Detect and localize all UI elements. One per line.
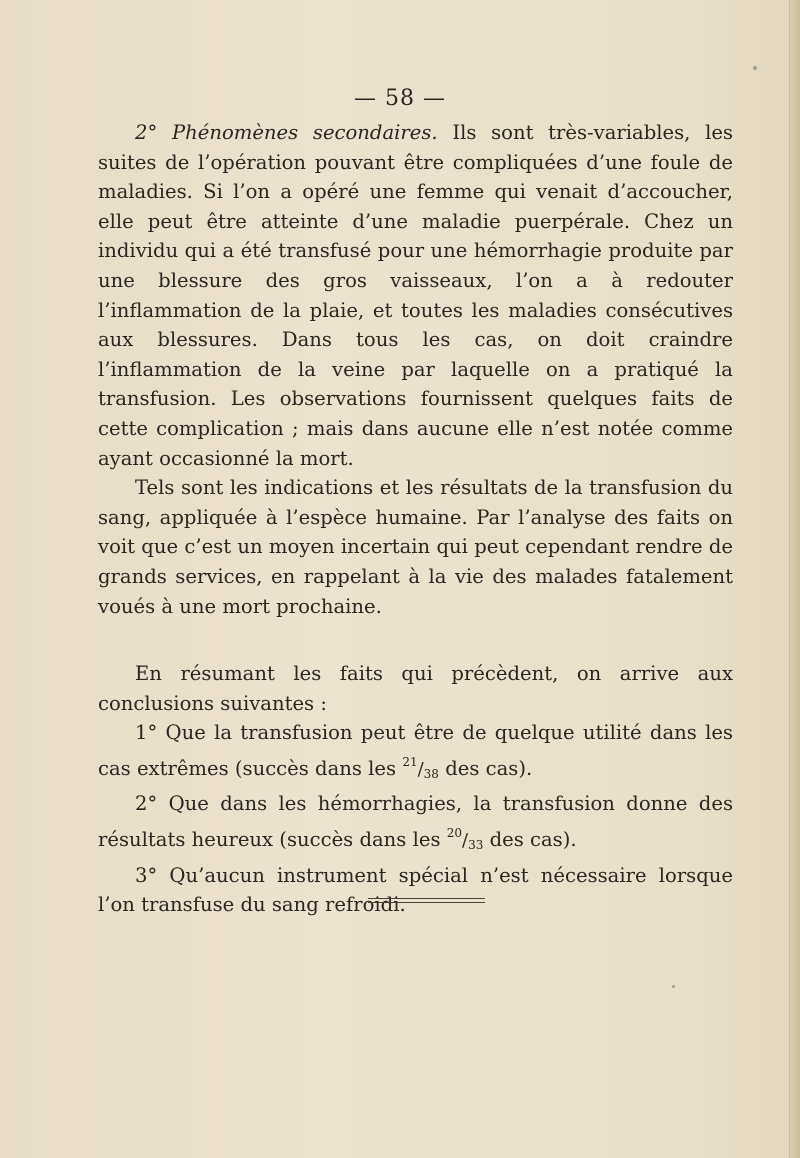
section-label: 2° Phénomènes secondaires. [135, 121, 438, 144]
conclusion-text: 2° Que dans les hémorrhagies, la transfusion donne des résultats heureux (succès dans les [98, 792, 733, 852]
fraction-numerator: 21 [402, 754, 418, 769]
paragraph-phenomenes [98, 118, 733, 473]
conclusion-tail: des cas). [489, 828, 577, 852]
fraction-denominator: 38 [423, 766, 439, 781]
end-rule [368, 898, 485, 903]
paragraph-resume: En résumant les faits qui précèdent, on arrive aux conclusions suivantes : [98, 662, 733, 715]
paper-speck [753, 66, 757, 70]
conclusion-text: 1° Que la transfusion peut être de quelque utilité dans les cas extrêmes (succès dans les [98, 721, 733, 780]
conclusion-2 [98, 789, 733, 860]
page-edge [790, 0, 800, 1158]
fraction-denominator: 33 [468, 838, 484, 853]
conclusion-3: 3° Qu’aucun instrument spécial n’est nécessaire lorsque l’on transfuse du sang refroidi. [98, 863, 733, 917]
paper-speck [672, 985, 675, 988]
fraction-numerator: 20 [446, 826, 463, 841]
paragraph-text: Ils sont très-variables, les suites de l’opération pouvant être compliquées d’une foule de maladies. Si l’on a opéré une femme qui venait d’accoucher, elle peut être atteinte d’une maladie puerpérale. Chez un individu qui a été transfusé pour une hémorrhagie produite par une blessure des gros vaisseaux, l’on a à redouter l’inflammation de la plaie, et toutes les maladies consécutives aux blessures. Dans tous les cas, on doit craindre l’inflammation de la veine par laquelle on a pratiqué la transfusion. Les observations fournissent quelques faits de cette complication ; mais dans aucune elle n’est notée comme ayant occasionné la mort. [98, 121, 733, 470]
page-number: — 58 — [354, 86, 446, 111]
conclusion-tail: des cas). [445, 756, 533, 780]
paragraph-indications: Tels sont les indications et les résultats de la transfusion du sang, appliquée à l’espèce humaine. Par l’analyse des faits on voit que c’est un moyen incertain qui peut cependant rendre de grands services, en rappelant à la vie des malades fatalement voués à une mort prochaine. [98, 476, 733, 618]
fraction-slash: / [462, 830, 469, 852]
fraction-slash: / [417, 758, 424, 780]
paragraph-gap [98, 621, 733, 659]
page-body [98, 118, 733, 920]
conclusion-1 [98, 718, 733, 789]
